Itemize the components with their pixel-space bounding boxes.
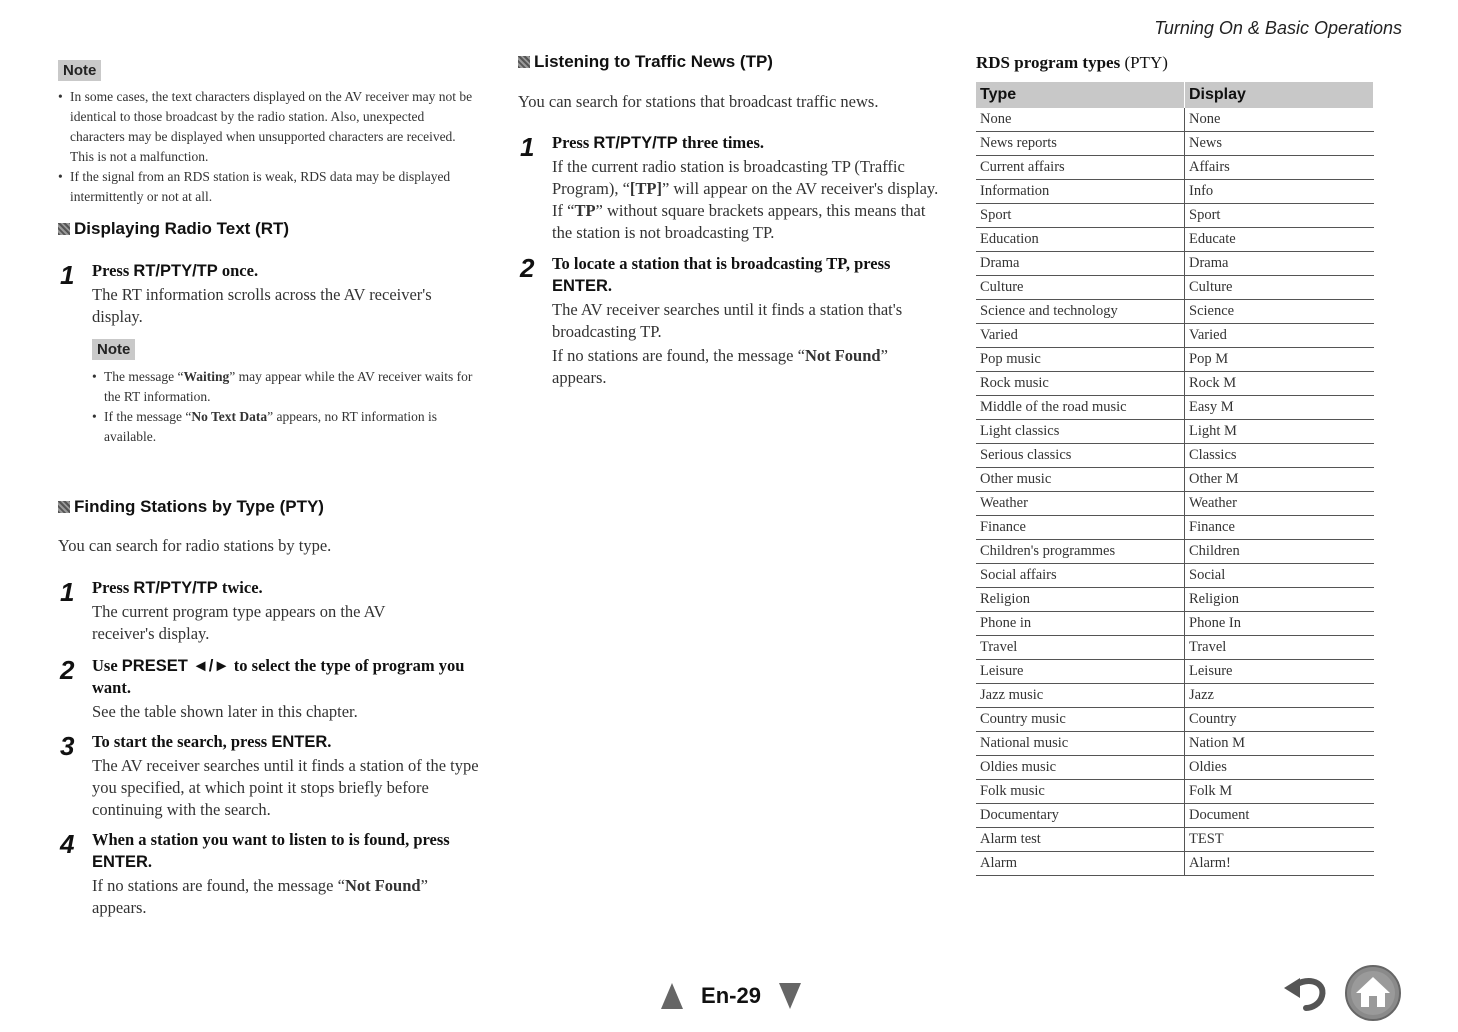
- table-row: [976, 636, 1374, 660]
- pty-table-caption: RDS program types (PTY): [976, 53, 1168, 72]
- cell-type: Science and technology: [976, 300, 1185, 324]
- cell-display: Alarm!: [1185, 852, 1374, 876]
- table-row: [976, 372, 1374, 396]
- table-row: [976, 828, 1374, 852]
- cell-display: Folk M: [1185, 780, 1374, 804]
- table-row: [976, 516, 1374, 540]
- table-row: [976, 852, 1374, 876]
- cell-display: Rock M: [1185, 372, 1374, 396]
- section-title-text: Displaying Radio Text (RT): [74, 219, 290, 238]
- page-number: En-29: [701, 983, 761, 1008]
- home-icon[interactable]: [1344, 964, 1402, 1022]
- cell-type: Weather: [976, 492, 1185, 516]
- cell-type: Oldies music: [976, 756, 1185, 780]
- table-header-display: Display: [1185, 82, 1374, 108]
- step-number: 4: [60, 829, 75, 859]
- next-page-icon[interactable]: [779, 983, 801, 1009]
- table-row: [976, 324, 1374, 348]
- step-heading: Press RT/PTY/TP twice.: [92, 578, 263, 597]
- cell-type: Other music: [976, 468, 1185, 492]
- cell-display: Classics: [1185, 444, 1374, 468]
- step-number: 3: [60, 731, 75, 761]
- back-icon[interactable]: [1282, 972, 1332, 1012]
- step-heading: When a station you want to listen to is found, press ENTER.: [92, 830, 450, 871]
- note-list: [92, 367, 484, 447]
- cell-display: Drama: [1185, 252, 1374, 276]
- step-heading: To start the search, press ENTER.: [92, 732, 332, 751]
- prev-page-icon[interactable]: [661, 983, 683, 1009]
- cell-type: Documentary: [976, 804, 1185, 828]
- cell-type: Alarm test: [976, 828, 1185, 852]
- cell-type: Education: [976, 228, 1185, 252]
- cell-display: Varied: [1185, 324, 1374, 348]
- table-row: [976, 492, 1374, 516]
- table-row: [976, 156, 1374, 180]
- step-heading: To locate a station that is broadcasting TP, press ENTER.: [552, 254, 891, 295]
- key-label: ENTER: [92, 853, 148, 871]
- step-description: The AV receiver searches until it finds a station of the type you specified, at which point it stops briefly before continuing with the search.: [92, 756, 479, 819]
- table-row: [976, 708, 1374, 732]
- cell-type: Serious classics: [976, 444, 1185, 468]
- cell-type: Country music: [976, 708, 1185, 732]
- cell-display: Pop M: [1185, 348, 1374, 372]
- cell-type: Finance: [976, 516, 1185, 540]
- step-description: The RT information scrolls across the AV receiver's display.: [92, 285, 432, 326]
- cell-display: Phone In: [1185, 612, 1374, 636]
- cell-display: Leisure: [1185, 660, 1374, 684]
- table-header-type: Type: [976, 82, 1185, 108]
- cell-type: Information: [976, 180, 1185, 204]
- key-label: RT/PTY/TP: [593, 134, 678, 152]
- cell-display: Travel: [1185, 636, 1374, 660]
- step-description: If no stations are found, the message “Not Found” appears.: [92, 876, 428, 917]
- note-item: • If the message “No Text Data” appears, no RT information is available.: [92, 407, 484, 447]
- table-row: [976, 588, 1374, 612]
- table-row: [976, 756, 1374, 780]
- table-row: [976, 540, 1374, 564]
- note-item: • The message “Waiting” may appear while the AV receiver waits for the RT information.: [92, 367, 484, 407]
- table-row: [976, 780, 1374, 804]
- cell-type: None: [976, 108, 1185, 132]
- tp-intro: You can search for stations that broadcast traffic news.: [518, 92, 879, 111]
- cell-display: Weather: [1185, 492, 1374, 516]
- cell-display: Religion: [1185, 588, 1374, 612]
- section-title-text: Listening to Traffic News (TP): [534, 52, 773, 71]
- cell-display: Easy M: [1185, 396, 1374, 420]
- table-row: [976, 732, 1374, 756]
- key-label: RT/PTY/TP: [133, 262, 218, 280]
- table-row: [976, 108, 1374, 132]
- table-row: [976, 468, 1374, 492]
- note-item: • If the signal from an RDS station is weak, RDS data may be displayed intermittently or not at all.: [58, 167, 482, 207]
- cell-display: Culture: [1185, 276, 1374, 300]
- cell-display: TEST: [1185, 828, 1374, 852]
- table-row: [976, 564, 1374, 588]
- cell-display: None: [1185, 108, 1374, 132]
- pty-step-1: [60, 577, 484, 645]
- step-description: The current program type appears on the AV receiver's display.: [92, 602, 386, 643]
- table-row: [976, 276, 1374, 300]
- pty-step-4: [60, 829, 484, 919]
- section-title-text: Finding Stations by Type (PTY): [74, 497, 324, 516]
- cell-display: Document: [1185, 804, 1374, 828]
- step-number: 1: [60, 577, 75, 607]
- table-row: [976, 252, 1374, 276]
- pty-intro: You can search for radio stations by type.: [58, 536, 332, 555]
- section-bullet-icon: [58, 223, 70, 235]
- cell-display: Affairs: [1185, 156, 1374, 180]
- cell-display: Science: [1185, 300, 1374, 324]
- step-heading: Press RT/PTY/TP once.: [92, 261, 259, 280]
- cell-display: Nation M: [1185, 732, 1374, 756]
- table-row: [976, 348, 1374, 372]
- cell-type: Leisure: [976, 660, 1185, 684]
- cell-display: Light M: [1185, 420, 1374, 444]
- step-number: 1: [60, 260, 75, 290]
- step-number: 2: [520, 253, 535, 283]
- pty-step-3: [60, 731, 484, 821]
- step-description: If the current radio station is broadcasting TP (Traffic Program), “[TP]” will appear on the AV receiver's display. If “TP” without square brackets appears, this means that the station is not broadcasting TP.: [552, 157, 939, 242]
- step-number: 1: [520, 132, 535, 162]
- cell-type: Travel: [976, 636, 1185, 660]
- table-row: [976, 420, 1374, 444]
- cell-display: Country: [1185, 708, 1374, 732]
- key-label: ENTER: [552, 277, 608, 295]
- cell-type: Jazz music: [976, 684, 1185, 708]
- cell-type: Drama: [976, 252, 1185, 276]
- chapter-title: Turning On & Basic Operations: [1154, 18, 1402, 38]
- cell-type: Phone in: [976, 612, 1185, 636]
- cell-display: Info: [1185, 180, 1374, 204]
- section-title-pty: [58, 497, 324, 517]
- cell-display: Sport: [1185, 204, 1374, 228]
- cell-display: Social: [1185, 564, 1374, 588]
- cell-display: Finance: [1185, 516, 1374, 540]
- cell-type: Religion: [976, 588, 1185, 612]
- section-title-rt: [58, 219, 289, 239]
- pty-table: [976, 82, 1374, 876]
- tp-step-2: [520, 253, 944, 389]
- table-row: [976, 228, 1374, 252]
- section-bullet-icon: [58, 501, 70, 513]
- section-bullet-icon: [518, 56, 530, 68]
- table-row: [976, 396, 1374, 420]
- table-row: [976, 612, 1374, 636]
- rt-step-1: [60, 260, 480, 328]
- cell-type: Folk music: [976, 780, 1185, 804]
- table-row: [976, 204, 1374, 228]
- table-row: [976, 300, 1374, 324]
- pty-step-2: [60, 655, 484, 723]
- section-title-tp: [518, 52, 773, 72]
- cell-type: Children's programmes: [976, 540, 1185, 564]
- cell-type: Current affairs: [976, 156, 1185, 180]
- cell-type: Middle of the road music: [976, 396, 1185, 420]
- key-label: RT/PTY/TP: [133, 579, 218, 597]
- cell-display: Other M: [1185, 468, 1374, 492]
- cell-type: Varied: [976, 324, 1185, 348]
- table-row: [976, 804, 1374, 828]
- step-heading: Press RT/PTY/TP three times.: [552, 133, 765, 152]
- table-row: [976, 660, 1374, 684]
- cell-type: Social affairs: [976, 564, 1185, 588]
- cell-type: Alarm: [976, 852, 1185, 876]
- table-row: [976, 180, 1374, 204]
- note-block-1: [58, 60, 482, 207]
- page-navigation: [646, 978, 816, 1014]
- note-list: [58, 87, 482, 207]
- note-badge: Note: [92, 339, 135, 360]
- cell-type: Pop music: [976, 348, 1185, 372]
- tp-step-1: [520, 132, 944, 244]
- cell-type: Rock music: [976, 372, 1185, 396]
- table-row: [976, 444, 1374, 468]
- cell-type: News reports: [976, 132, 1185, 156]
- key-label: PRESET: [121, 657, 188, 675]
- cell-type: Light classics: [976, 420, 1185, 444]
- key-label: ENTER: [271, 733, 328, 751]
- cell-display: Jazz: [1185, 684, 1374, 708]
- note-item: • In some cases, the text characters displayed on the AV receiver may not be identical to those broadcast by the radio station. Also, unexpected characters may be displayed when unsupported characters are received. This is not a malfunction.: [58, 87, 482, 167]
- step-description: The AV receiver searches until it finds a station that's broadcasting TP.: [552, 300, 903, 341]
- table-row: [976, 132, 1374, 156]
- cell-type: National music: [976, 732, 1185, 756]
- step-description: If no stations are found, the message “Not Found” appears.: [552, 346, 888, 387]
- cell-display: Oldies: [1185, 756, 1374, 780]
- cell-display: News: [1185, 132, 1374, 156]
- table-row: [976, 684, 1374, 708]
- note-badge: Note: [58, 60, 101, 81]
- step-heading: Use PRESET ◄/► to select the type of program you want.: [92, 656, 465, 697]
- step-description: See the table shown later in this chapter.: [92, 702, 358, 721]
- step-number: 2: [60, 655, 75, 685]
- cell-display: Children: [1185, 540, 1374, 564]
- cell-type: Sport: [976, 204, 1185, 228]
- note-block-rt: [92, 339, 484, 447]
- cell-type: Culture: [976, 276, 1185, 300]
- cell-display: Educate: [1185, 228, 1374, 252]
